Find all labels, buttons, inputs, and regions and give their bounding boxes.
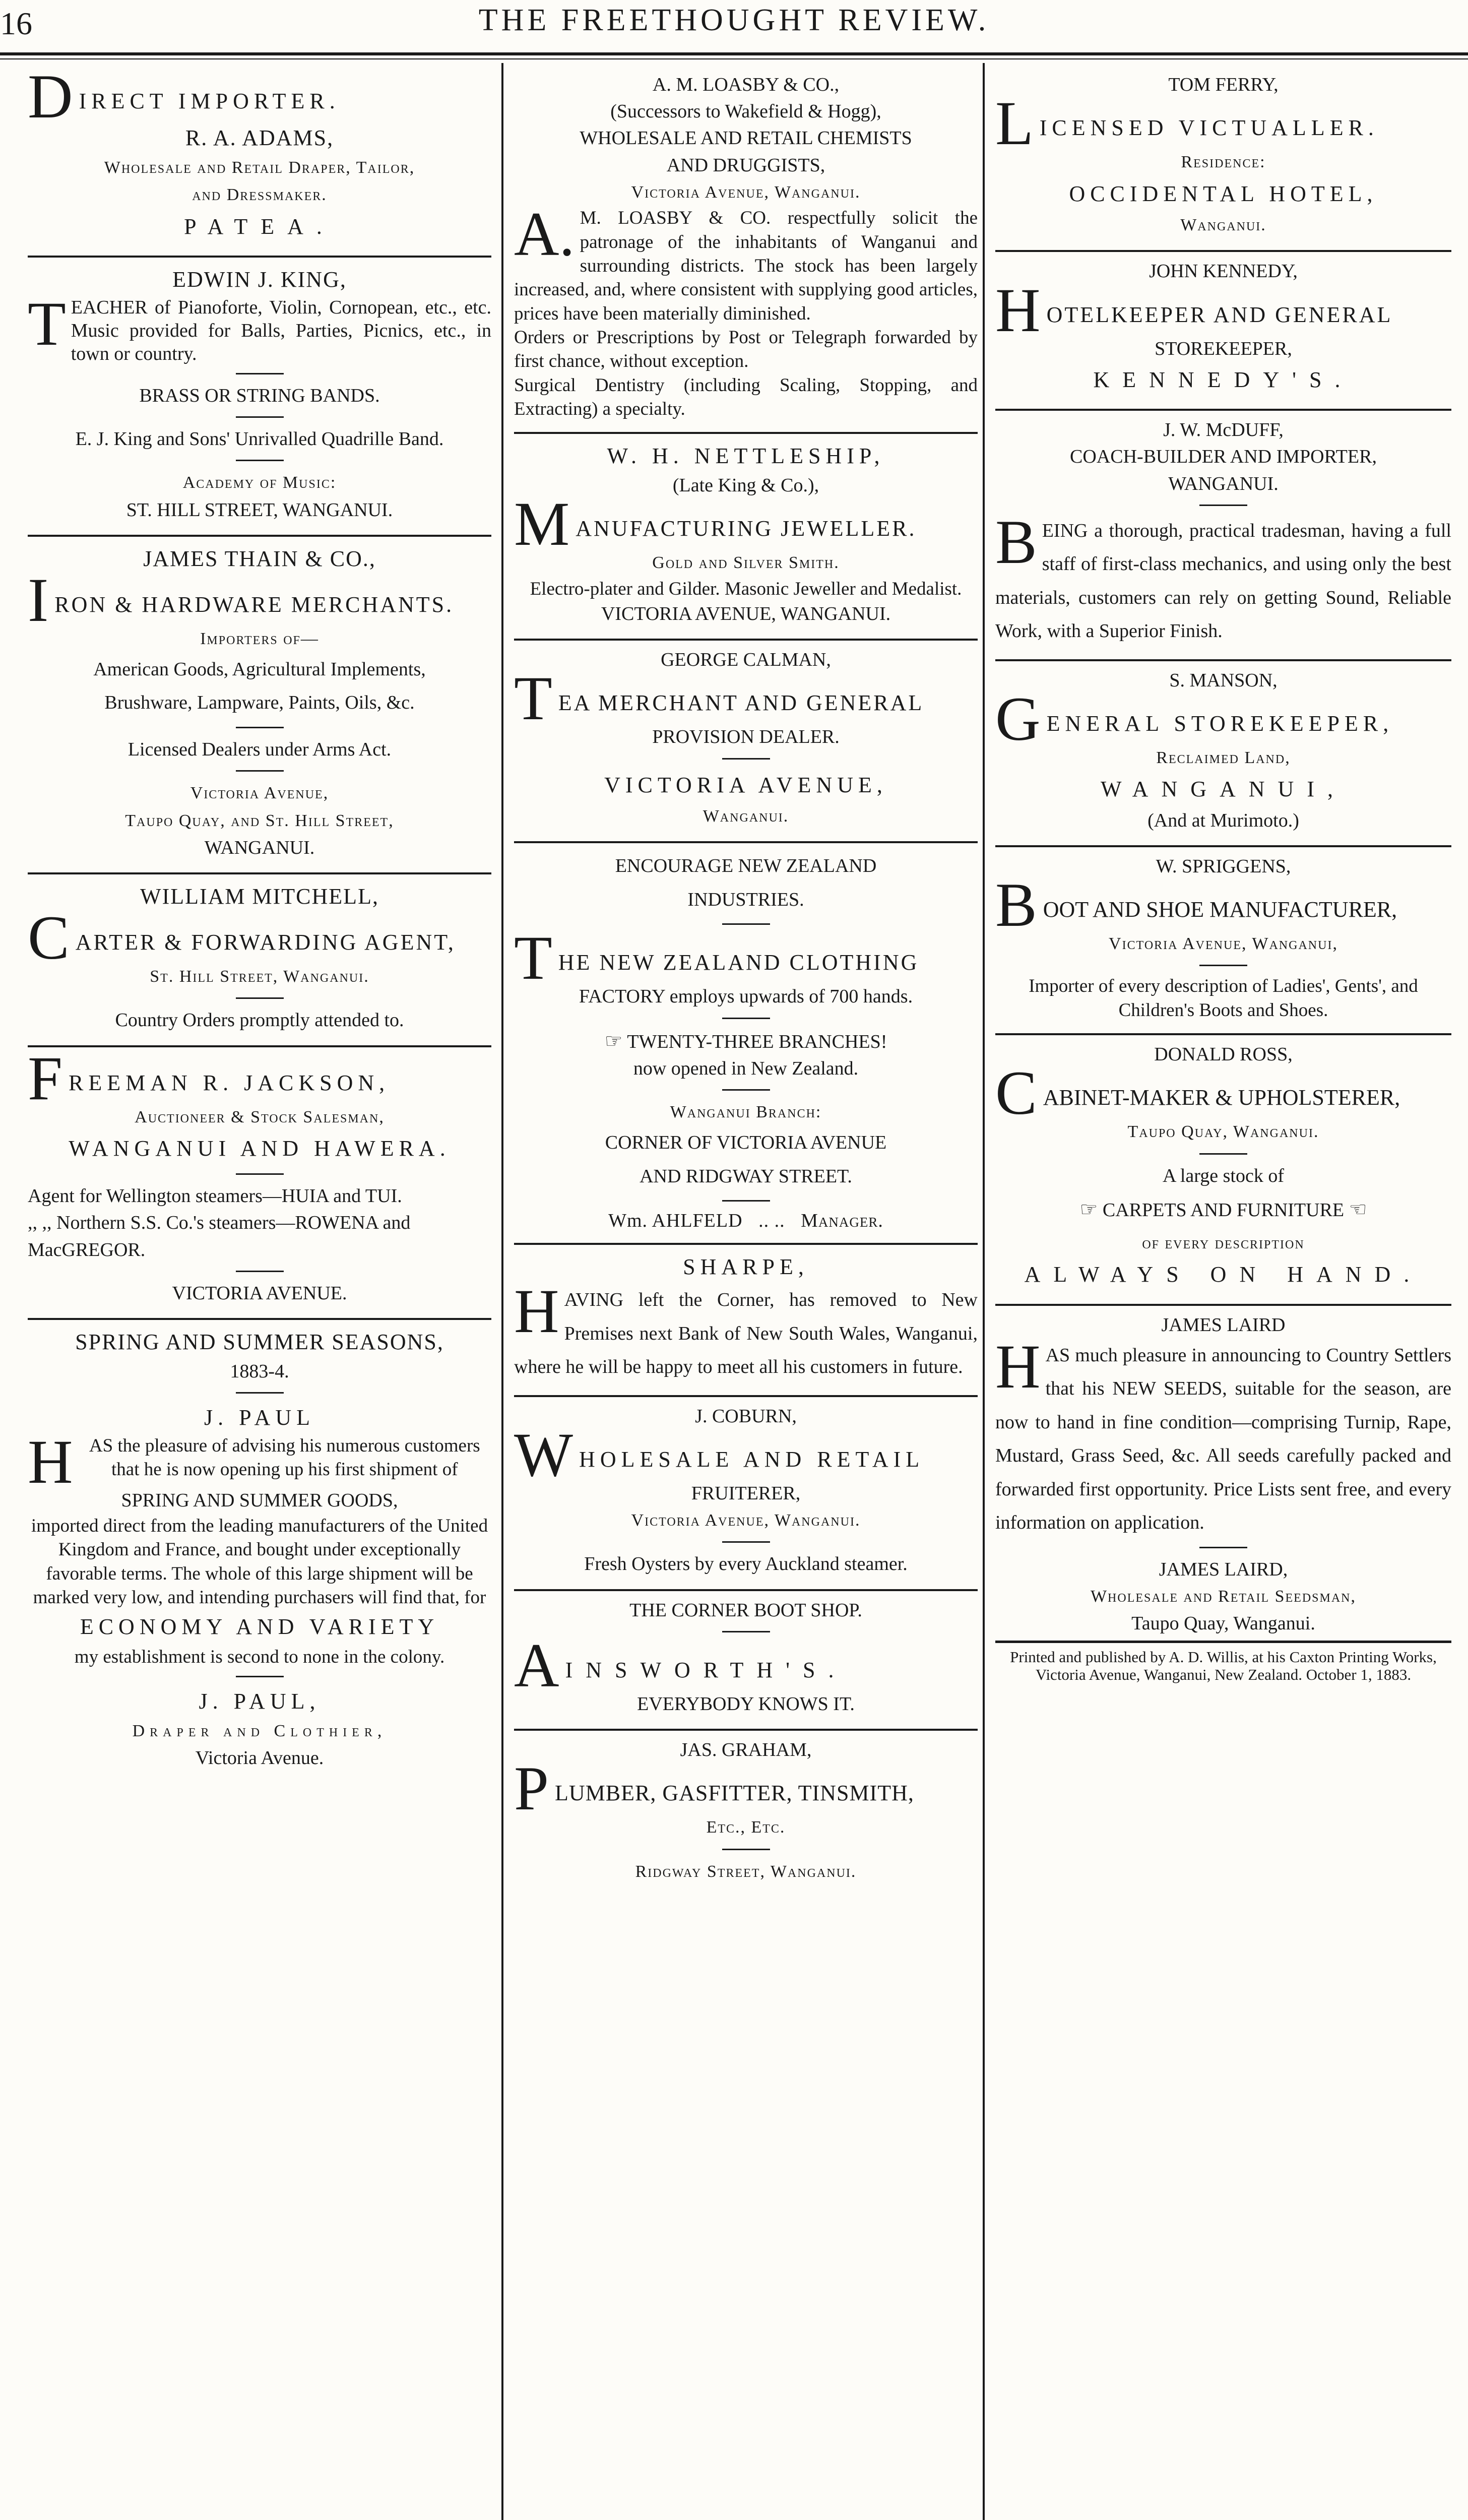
ad-line: now opened in New Zealand. bbox=[633, 1057, 859, 1079]
ad-laird bbox=[995, 1306, 1451, 1695]
divider-dash bbox=[1199, 1153, 1247, 1155]
header-rule-thin bbox=[0, 58, 1468, 59]
ad-line: American Goods, Agricultural Implements, bbox=[93, 658, 426, 680]
ad-headline: THE NEW ZEALAND CLOTHING bbox=[514, 933, 978, 983]
divider-dash bbox=[236, 416, 284, 418]
drop-cap: I bbox=[28, 575, 51, 625]
drop-cap: B bbox=[995, 507, 1037, 577]
ad-ainsworth bbox=[514, 1591, 978, 1731]
ad-name: TOM FERRY, bbox=[1168, 74, 1279, 95]
ad-address: Taupo Quay, Wanganui. bbox=[1127, 1122, 1319, 1142]
ad-body: HAS the pleasure of advising his numerous customers that he is now opening up his first shipment of bbox=[28, 1427, 480, 1496]
ad-thain bbox=[28, 537, 491, 874]
ad-address: VICTORIA AVENUE, bbox=[604, 772, 887, 797]
ad-headline: IRON & HARDWARE MERCHANTS. bbox=[28, 575, 491, 625]
ad-line: 1883-4. bbox=[230, 1360, 289, 1382]
ad-signature: J. PAUL, bbox=[199, 1689, 321, 1714]
pointing-hand-icon: ☞ bbox=[604, 1029, 623, 1052]
drop-cap: T bbox=[514, 673, 554, 724]
ad-line: Brushware, Lampware, Paints, Oils, &c. bbox=[104, 692, 415, 714]
ad-trade: Auctioneer & Stock Salesman, bbox=[135, 1107, 385, 1126]
ad-line: Wanganui Branch: bbox=[670, 1103, 822, 1122]
ad-nettleship bbox=[514, 434, 978, 641]
ad-body: BEING a thorough, practical tradesman, having a full staff of first-class mechanics, and using only the best materials, customers can rely on getting Sound, Reliable Work, with a Superior Finish. bbox=[995, 507, 1451, 642]
ad-line: OCCIDENTAL HOTEL, bbox=[1069, 181, 1378, 206]
ad-line: SPRING AND SUMMER SEASONS, bbox=[75, 1330, 444, 1355]
ad-signature: JAMES LAIRD, bbox=[1159, 1558, 1288, 1580]
ad-trade: Electro-plater and Gilder. Masonic Jeweller and Medalist. bbox=[530, 578, 962, 599]
ad-address: VICTORIA AVENUE. bbox=[172, 1282, 347, 1304]
divider-dash bbox=[1199, 505, 1247, 506]
divider-dash bbox=[236, 1392, 284, 1394]
drop-cap: P bbox=[514, 1763, 551, 1814]
column-rule-2 bbox=[983, 63, 985, 2520]
ad-paul bbox=[28, 1320, 491, 1783]
drop-cap: A bbox=[514, 1640, 561, 1691]
printer-imprint: Printed and published by A. D. Willis, at his Caxton Printing Works, Victoria Avenue, Wanganui, New Zealand. October 1, 1883. bbox=[995, 1641, 1451, 1684]
ad-name: W. SPRIGGENS, bbox=[1156, 855, 1291, 877]
ad-address: Taupo Quay, and St. Hill Street, bbox=[125, 811, 394, 830]
masthead-title: THE FREETHOUGHT REVIEW. bbox=[478, 3, 990, 37]
ad-address: ST. HILL STREET, WANGANUI. bbox=[126, 499, 393, 521]
ad-address: VICTORIA AVENUE, WANGANUI. bbox=[601, 603, 891, 625]
pointing-hand-icon: ☜ bbox=[1349, 1198, 1367, 1221]
ad-address: Victoria Avenue. bbox=[195, 1747, 324, 1769]
ad-body: HAS much pleasure in announcing to Country Settlers that his NEW SEEDS, suitable for the season, are now to hand in fine condition—comprising Turnip, Rape, Mustard, Grass Seed, &c. All seeds carefully packed and forwarded first opportunity. Price Lists sent free, and every information on application. bbox=[995, 1332, 1451, 1534]
ad-address: CORNER OF VICTORIA AVENUE bbox=[605, 1132, 887, 1154]
page-number: 16 bbox=[0, 6, 32, 41]
divider-dash bbox=[236, 460, 284, 461]
ad-line: ☞ CARPETS AND FURNITURE ☜ bbox=[1079, 1198, 1367, 1221]
ad-line: Importers of— bbox=[200, 629, 319, 648]
ad-line: A large stock of bbox=[1163, 1165, 1284, 1186]
ad-manson bbox=[995, 661, 1451, 847]
ad-name: W. H. NETTLESHIP, bbox=[607, 444, 885, 469]
ad-line: KENNEDY'S. bbox=[1093, 367, 1354, 392]
ad-line: EVERYBODY KNOWS IT. bbox=[637, 1693, 855, 1715]
divider-dash bbox=[1199, 965, 1247, 966]
ad-headline: MANUFACTURING JEWELLER. bbox=[514, 499, 978, 549]
ad-town: Wanganui. bbox=[703, 807, 789, 826]
ad-town: WANGANUI AND HAWERA. bbox=[69, 1136, 451, 1161]
ad-trade: WHOLESALE AND RETAIL CHEMISTS bbox=[580, 128, 912, 149]
ad-line: PROVISION DEALER. bbox=[652, 726, 840, 748]
ad-headline: TEA MERCHANT AND GENERAL bbox=[514, 673, 978, 724]
ad-headline: HOTELKEEPER AND GENERAL bbox=[995, 285, 1451, 336]
pointing-hand-icon: ☞ bbox=[1079, 1198, 1098, 1221]
ad-line: (Successors to Wakefield & Hogg), bbox=[610, 101, 881, 122]
ad-line: THE CORNER BOOT SHOP. bbox=[629, 1599, 862, 1621]
ad-name: JAS. GRAHAM, bbox=[680, 1739, 812, 1761]
ad-trade: Wholesale and Retail Seedsman, bbox=[1090, 1587, 1357, 1606]
ad-address: Ridgway Street, Wanganui. bbox=[635, 1862, 857, 1881]
ad-address: Victoria Avenue, Wanganui. bbox=[631, 1511, 861, 1530]
ad-trade: COACH-BUILDER AND IMPORTER, bbox=[1070, 446, 1377, 468]
ad-town: WANGANUI, bbox=[1101, 777, 1346, 802]
page-header bbox=[0, 0, 1468, 50]
ad-headline: BOOT AND SHOE MANUFACTURER, bbox=[995, 880, 1451, 930]
ad-trade: Wholesale and Retail Draper, Tailor, bbox=[104, 158, 415, 177]
ad-address: St. Hill Street, Wanganui. bbox=[150, 967, 369, 986]
ad-headline: DIRECT IMPORTER. bbox=[28, 72, 491, 122]
ad-line: SPRING AND SUMMER GOODS, bbox=[121, 1489, 398, 1511]
ad-king bbox=[28, 258, 491, 537]
divider-dash bbox=[722, 1089, 770, 1091]
ad-town: PATEA. bbox=[184, 214, 335, 239]
ad-graham bbox=[514, 1731, 978, 1897]
ad-clothing-factory bbox=[514, 843, 978, 1245]
ad-name: EDWIN J. KING, bbox=[172, 267, 347, 292]
drop-cap: T bbox=[514, 933, 554, 984]
divider-dash bbox=[236, 373, 284, 374]
ad-address: AND RIDGWAY STREET. bbox=[640, 1165, 852, 1187]
ad-name: A. M. LOASBY & CO., bbox=[652, 74, 840, 95]
ad-body: my establishment is second to none in the colony. bbox=[74, 1646, 445, 1667]
divider-dash bbox=[236, 997, 284, 999]
ad-name: WILLIAM MITCHELL, bbox=[140, 884, 379, 909]
drop-cap: M bbox=[514, 499, 572, 550]
ad-line: Fresh Oysters by every Auckland steamer. bbox=[584, 1553, 908, 1575]
drop-cap: D bbox=[28, 72, 75, 122]
ad-address: Victoria Avenue, bbox=[190, 784, 329, 803]
ad-address: WANGANUI. bbox=[204, 837, 315, 858]
ad-line: ALWAYS ON HAND. bbox=[1024, 1262, 1423, 1287]
divider-dash bbox=[722, 1018, 770, 1019]
ad-ross bbox=[995, 1035, 1451, 1306]
ad-manager: Wm. AHLFELD .. .. Manager. bbox=[608, 1210, 883, 1232]
ad-kennedy bbox=[995, 252, 1451, 411]
ad-line: (Late King & Co.), bbox=[672, 475, 819, 496]
divider-dash bbox=[722, 1631, 770, 1632]
ad-line: ☞ TWENTY-THREE BRANCHES! bbox=[604, 1029, 887, 1052]
ad-headline: CABINET-MAKER & UPHOLSTERER, bbox=[995, 1068, 1451, 1118]
ad-trade: AND DRUGGISTS, bbox=[666, 154, 825, 176]
ad-line: Reclaimed Land, bbox=[1156, 748, 1291, 767]
ad-line: ECONOMY AND VARIETY bbox=[80, 1614, 439, 1640]
header-rule-thick bbox=[0, 52, 1468, 55]
ad-trade: and Dressmaker. bbox=[192, 185, 327, 205]
drop-cap: H bbox=[995, 285, 1043, 336]
ad-address: Victoria Avenue, Wanganui. bbox=[631, 182, 861, 202]
ad-name: JAMES THAIN & CO., bbox=[143, 546, 376, 571]
ad-body: Importer of every description of Ladies', Gents', and Children's Boots and Shoes. bbox=[1029, 976, 1418, 1021]
drop-cap: A. bbox=[514, 200, 575, 269]
ad-body: imported direct from the leading manufacturers of the United Kingdom and France, and bought under exceptionally favorable terms. The whole of this large shipment will be marked very low, and intending purchasers will find that, for bbox=[31, 1516, 488, 1608]
ad-mcduff bbox=[995, 411, 1451, 661]
ad-headline: PLUMBER, GASFITTER, TINSMITH, bbox=[514, 1763, 978, 1814]
ad-headline: CARTER & FORWARDING AGENT, bbox=[28, 913, 491, 963]
ad-address: Victoria Avenue, Wanganui, bbox=[1109, 934, 1338, 954]
ad-town: WANGANUI. bbox=[1168, 473, 1279, 494]
ad-sharpe bbox=[514, 1245, 978, 1397]
divider-dash bbox=[722, 1849, 770, 1850]
drop-cap: H bbox=[28, 1427, 73, 1496]
column-rule-1 bbox=[501, 63, 503, 2520]
ad-line: BRASS OR STRING BANDS. bbox=[139, 385, 380, 406]
ad-headline: AINSWORTH'S. bbox=[514, 1641, 978, 1691]
ad-adams bbox=[28, 66, 491, 258]
ad-name: GEORGE CALMAN, bbox=[661, 649, 831, 671]
ad-headline: LICENSED VICTUALLER. bbox=[995, 98, 1451, 149]
ad-headline: ENCOURAGE NEW ZEALAND bbox=[615, 855, 877, 877]
ad-name: J. COBURN, bbox=[695, 1405, 797, 1427]
divider-dash bbox=[236, 727, 284, 728]
ad-line: STOREKEEPER, bbox=[1155, 338, 1292, 359]
drop-cap: T bbox=[28, 289, 66, 358]
ad-line: of every description bbox=[1142, 1233, 1305, 1252]
divider-dash bbox=[722, 1541, 770, 1543]
ad-line: Licensed Dealers under Arms Act. bbox=[127, 738, 392, 760]
ad-name: R. A. ADAMS, bbox=[185, 125, 334, 150]
ad-address: Taupo Quay, Wanganui. bbox=[1131, 1613, 1315, 1634]
drop-cap: C bbox=[995, 1068, 1039, 1119]
divider-dash bbox=[722, 1200, 770, 1202]
ad-ferry bbox=[995, 66, 1451, 252]
ad-line: FRUITERER, bbox=[691, 1482, 801, 1504]
divider-dash bbox=[722, 923, 770, 925]
divider-dash bbox=[1199, 1547, 1247, 1548]
ad-loasby bbox=[514, 66, 978, 434]
ad-coburn bbox=[514, 1397, 978, 1591]
ad-body: HAVING left the Corner, has removed to New Premises next Bank of New South Wales, Wanganui, where he will be happy to meet all his customers in future. bbox=[514, 1277, 978, 1378]
divider-dash bbox=[722, 758, 770, 760]
ad-calman bbox=[514, 641, 978, 843]
ad-line: Residence: bbox=[1181, 153, 1266, 172]
ad-town: Wanganui. bbox=[1180, 215, 1266, 234]
ad-line: (And at Murimoto.) bbox=[1147, 809, 1299, 831]
ad-name: S. MANSON, bbox=[1169, 669, 1278, 691]
ad-body: Orders or Prescriptions by Post or Telegraph forwarded by first chance, without exception. bbox=[514, 327, 978, 372]
ad-mitchell bbox=[28, 874, 491, 1047]
ad-body: A. M. LOASBY & CO. respectfully solicit the patronage of the inhabitants of Wanganui and surrounding districts. The stock has been largely increased, and, where consistent with supplying good articles, prices have been materially diminished. bbox=[514, 200, 978, 324]
ad-name: JAMES LAIRD bbox=[1161, 1314, 1286, 1336]
ad-line: Etc., Etc. bbox=[706, 1818, 786, 1837]
ad-body: TEACHER of Pianoforte, Violin, Cornopean, etc., etc. Music provided for Balls, Parties, Picnics, etc., in town or country. bbox=[28, 289, 491, 365]
ad-trade: Gold and Silver Smith. bbox=[652, 553, 840, 573]
ad-name: DONALD ROSS, bbox=[1154, 1044, 1293, 1065]
divider-dash bbox=[236, 1173, 284, 1175]
ad-line: Agent for Wellington steamers—HUIA and TUI. bbox=[28, 1185, 402, 1207]
ad-name: SHARPE, bbox=[683, 1254, 809, 1280]
column-1 bbox=[28, 66, 491, 2520]
ad-line: ,, ,, Northern S.S. Co.'s steamers—ROWENA and MacGREGOR. bbox=[28, 1212, 411, 1261]
drop-cap: G bbox=[995, 694, 1043, 744]
ad-trade: Draper and Clothier, bbox=[132, 1722, 387, 1740]
drop-cap: H bbox=[514, 1277, 559, 1346]
ad-line: Country Orders promptly attended to. bbox=[115, 1010, 404, 1031]
column-2 bbox=[514, 66, 978, 2520]
ad-headline: INDUSTRIES. bbox=[687, 889, 804, 910]
ad-name: JOHN KENNEDY, bbox=[1149, 261, 1298, 282]
ad-line: Academy of Music: bbox=[182, 473, 337, 492]
divider-dash bbox=[236, 1271, 284, 1272]
divider-dash bbox=[236, 1676, 284, 1677]
divider-dash bbox=[236, 770, 284, 772]
drop-cap: L bbox=[995, 98, 1036, 149]
drop-cap: W bbox=[514, 1429, 576, 1480]
drop-cap: C bbox=[28, 912, 72, 963]
ad-spriggens bbox=[995, 847, 1451, 1035]
drop-cap: F bbox=[28, 1053, 65, 1104]
ad-headline: GENERAL STOREKEEPER, bbox=[995, 694, 1451, 744]
drop-cap: H bbox=[995, 1332, 1041, 1401]
ad-name: J. W. McDUFF, bbox=[1163, 419, 1284, 441]
ad-body: Surgical Dentistry (including Scaling, Stopping, and Extracting) a specialty. bbox=[514, 374, 978, 420]
ad-headline: WHOLESALE AND RETAIL bbox=[514, 1430, 978, 1480]
ad-jackson bbox=[28, 1047, 491, 1320]
ad-line: FACTORY employs upwards of 700 hands. bbox=[579, 986, 913, 1007]
ad-name: J. PAUL bbox=[204, 1405, 315, 1430]
column-3 bbox=[995, 66, 1451, 2520]
drop-cap: B bbox=[995, 880, 1039, 931]
ad-line: E. J. King and Sons' Unrivalled Quadrille Band. bbox=[75, 428, 444, 450]
ad-headline: FREEMAN R. JACKSON, bbox=[28, 1053, 491, 1104]
